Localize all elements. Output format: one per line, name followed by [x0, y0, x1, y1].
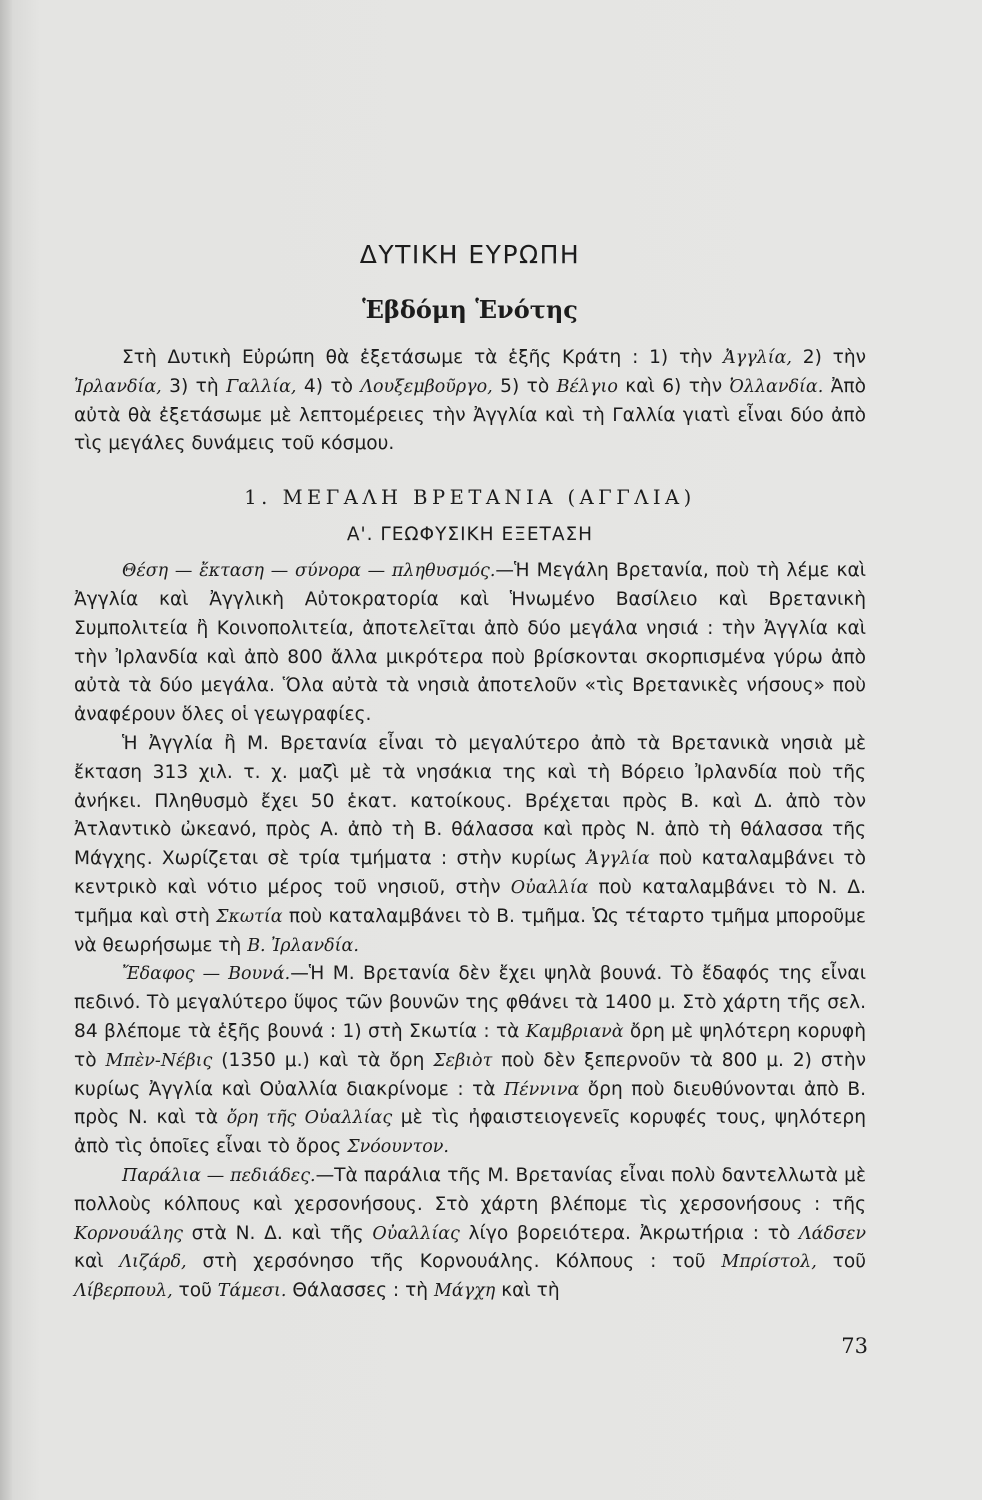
page-number: 73 [841, 1334, 868, 1358]
chapter-heading: ΔΥΤΙΚΗ ΕΥΡΩΠΗ [359, 240, 581, 269]
paragraph-terrain-mountains: Ἔδαφος — Βουνά.—Ἡ Μ. Βρετανία δὲν ἔχει ψηλὰ βουνά. Τὸ ἔδαφός της εἶναι πεδινό. Τὸ μεγαλύτερο ὕψος τῶν βουνῶν της φθάνει τὰ 1400 μ. Στὸ χάρτη τῆς σελ. 84 βλέπομε τὰ ἑξῆς βουνά : 1) στὴ Σκωτία : τὰ Καμβριανὰ ὄρη μὲ ψηλότερη κορυφὴ τὸ Μπὲν-Νέβις (1350 μ.) καὶ τὰ ὄρη Σεβιὸτ ποὺ δὲν ξεπερνοῦν τὰ 800 μ. 2) στὴν κυρίως Ἀγγλία καὶ Οὐαλλία διακρίνομε : τὰ Πέννινα ὄρη ποὺ διευθύνονται ἀπὸ Β. πρὸς Ν. καὶ τὰ ὄρη τῆς Οὐαλλίας μὲ τὶς ἠφαιστειογενεῖς κορυφές τους, ψηλότερη ἀπὸ τὶς ὁποῖες εἶναι τὸ ὄρος Σνόουντον. [74, 963, 867, 1158]
subsection-title: Α'. ΓΕΩΦΥΣΙΚΗ ΕΞΕΤΑΣΗ [346, 524, 594, 546]
page-text-block [74, 238, 866, 1306]
paragraph-england-overview: Ἡ Ἀγγλία ἢ Μ. Βρετανία εἶναι τὸ μεγαλύτερο ἀπὸ τὰ Βρετανικὰ νησιὰ μὲ ἔκταση 313 χιλ. τ. χ. μαζὶ μὲ τὰ νησάκια της καὶ τὴ Βόρειο Ἰρλανδία ποὺ τῆς ἀνήκει. Πληθυσμὸ ἔχει 50 ἑκατ. κατοίκους. Βρέχεται πρὸς Β. καὶ Δ. ἀπὸ τὸν Ἀτλαντικὸ ὠκεανό, πρὸς Α. ἀπὸ τὴ Β. θάλασσα καὶ πρὸς Ν. ἀπὸ τὴ θάλασσα τῆς Μάγχης. Χωρίζεται σὲ τρία τμήματα : στὴν κυρίως Ἀγγλία ποὺ καταλαμβάνει τὸ κεντρικὸ καὶ νότιο μέρος τοῦ νησιοῦ, στὴν Οὐαλλία ποὺ καταλαμβάνει τὸ Ν. Δ. τμῆμα καὶ στὴ Σκωτία ποὺ καταλαμβάνει τὸ Β. τμῆμα. Ὡς τέταρτο τμῆμα μποροῦμε νὰ θεωρήσωμε τὴ Β. Ἰρλανδία. [74, 732, 867, 956]
unit-title: Ἑβδόμη Ἑνότης [362, 295, 578, 324]
intro-paragraph: Στὴ Δυτικὴ Εὐρώπη θὰ ἐξετάσωμε τὰ ἑξῆς Κράτη : 1) τὴν Ἀγγλία, 2) τὴν Ἰρλανδία, 3) τὴ Γαλλία, 4) τὸ Λουξεμβοῦργο, 5) τὸ Βέλγιο καὶ 6) τὴν Ὀλλανδία. Ἀπὸ αὐτὰ θὰ ἐξετάσωμε μὲ λεπτομέρειες τὴν Ἀγγλία καὶ τὴ Γαλλία γιατὶ εἶναι δύο ἀπὸ τὶς μεγάλες δυνάμεις τοῦ κόσμου. [74, 347, 866, 455]
paragraph-coasts-plains: Παράλια — πεδιάδες.—Τὰ παράλια τῆς Μ. Βρετανίας εἶναι πολὺ δαντελλωτὰ μὲ πολλοὺς κόλπους καὶ χερσονήσους. Στὸ χάρτη βλέπομε τὶς χερσονήσους : τῆς Κορνουάλης στὰ Ν. Δ. καὶ τῆς Οὐαλλίας λίγο βορειότερα. Ἀκρωτήρια : τὸ Λάδσεν καὶ Λιζάρδ, στὴ χερσόνησο τῆς Κορνουάλης. Κόλπους : τοῦ Μπρίστολ, τοῦ Λίβερπουλ, τοῦ Τάμεσι. Θάλασσες : τὴ Μάγχη καὶ τὴ [74, 1164, 867, 1302]
paragraph-position-area: Θέση — ἔκταση — σύνορα — πληθυσμός.—Ἡ Μεγάλη Βρετανία, ποὺ τὴ λέμε καὶ Ἀγγλία καὶ Ἀγγλικὴ Αὐτοκρατορία καὶ Ἡνωμένο Βασίλειο καὶ Βρετανικὴ Συμπολιτεία ἢ Κοινοπολιτεία, ἀποτελεῖται ἀπὸ δύο μεγάλα νησιά : τὴν Ἀγγλία καὶ τὴν Ἰρλανδία καὶ ἀπὸ 800 ἄλλα μικρότερα ποὺ βρίσκονται σκορπισμένα γύρω ἀπὸ αὐτὰ τὰ δύο μεγάλα. Ὅλα αὐτὰ τὰ νησιὰ ἀποτελοῦν «τὶς Βρετανικὲς νήσους» ποὺ ἀναφέρουν ὅλες οἱ γεωγραφίες. [74, 560, 866, 726]
page-binding-shadow [0, 0, 12, 1500]
section-title: 1. ΜΕΓΑΛΗ ΒΡΕΤΑΝΙΑ (ΑΓΓΛΙΑ) [244, 486, 696, 510]
